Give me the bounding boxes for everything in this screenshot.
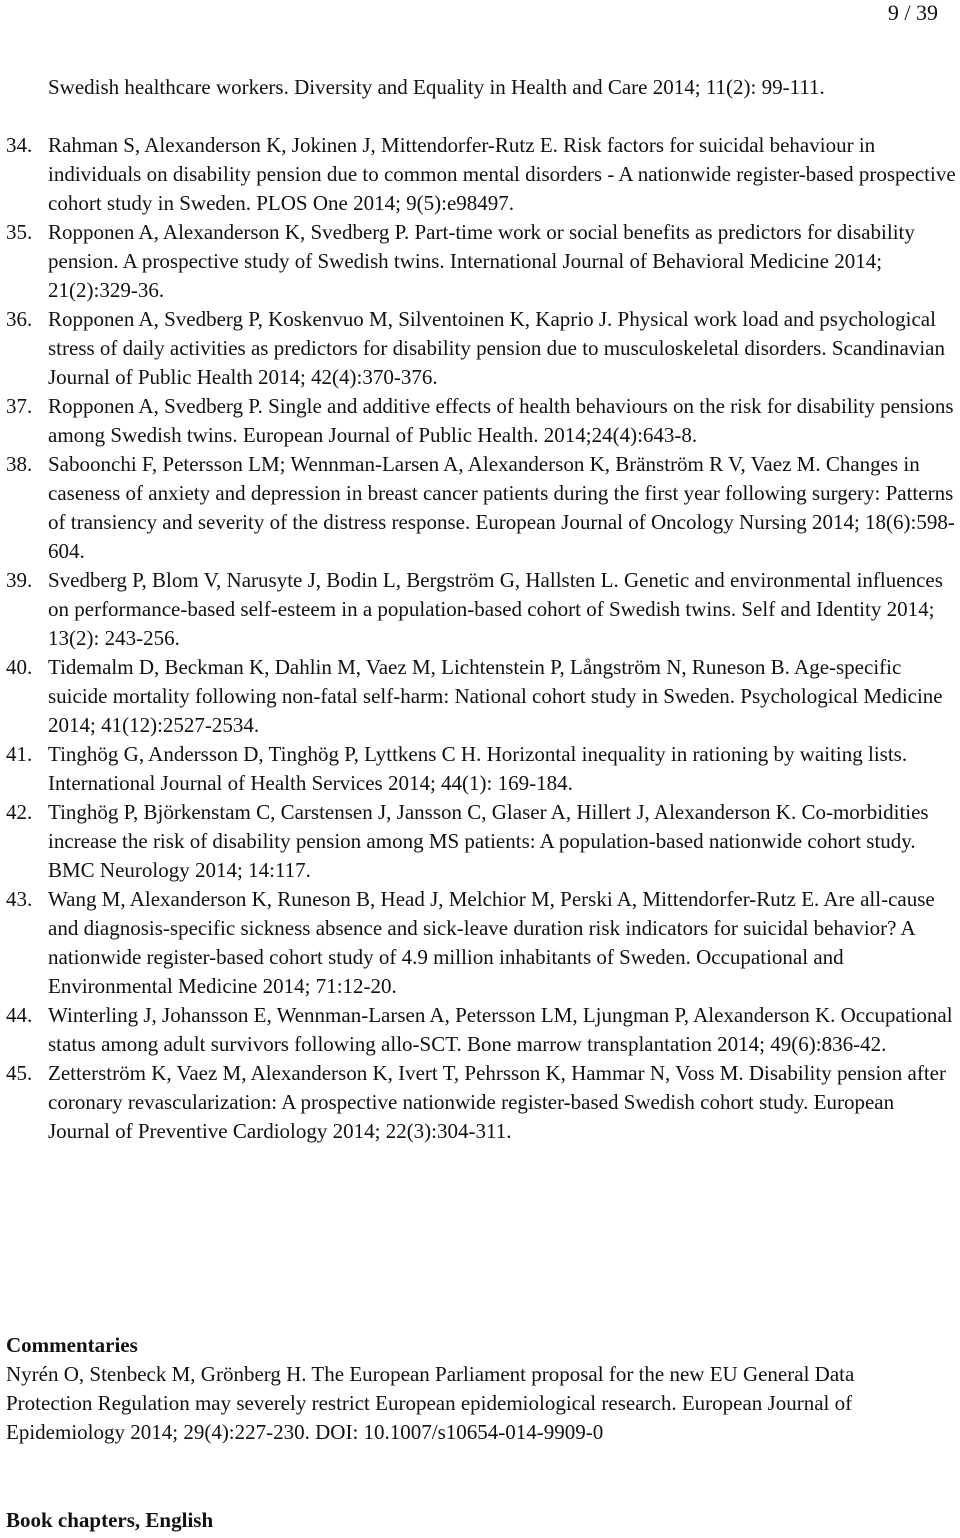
reference-number: 35. [6, 220, 33, 244]
commentaries-heading: Commentaries [6, 1333, 138, 1357]
reference-item [0, 131, 960, 218]
reference-number: 36. [6, 307, 33, 331]
reference-text: Rahman S, Alexanderson K, Jokinen J, Mittendorfer-Rutz E. Risk factors for suicidal behaviour in individuals on disability pension due to common mental disorders - A nationwide register-based prospective cohort study in Sweden. PLOS One 2014; 9(5):e98497. [48, 133, 956, 215]
reference-number: 39. [6, 568, 33, 592]
reference-number: 45. [6, 1061, 33, 1085]
book-chapters-section [6, 1506, 936, 1535]
reference-number: 40. [6, 655, 33, 679]
reference-item [0, 392, 960, 450]
reference-item [0, 566, 960, 653]
commentaries-section [6, 1331, 936, 1447]
reference-text: Saboonchi F, Petersson LM; Wennman-Larsen A, Alexanderson K, Bränström R V, Vaez M. Changes in caseness of anxiety and depression in breast cancer patients during the first year following surgery: Patterns of transiency and severity of the distress response. European Journal of Oncology Nursing 2014; 18(6):598-604. [48, 452, 955, 563]
reference-number: 37. [6, 394, 33, 418]
reference-text: Svedberg P, Blom V, Narusyte J, Bodin L, Bergström G, Hallsten L. Genetic and environmental influences on performance-based self-esteem in a population-based cohort of Swedish twins. Self and Identity 2014; 13(2): 243-256. [48, 568, 943, 650]
reference-number: 34. [6, 133, 33, 157]
reference-item [0, 218, 960, 305]
page-number: 9 / 39 [887, 0, 938, 25]
reference-text: Tidemalm D, Beckman K, Dahlin M, Vaez M, Lichtenstein P, Långström N, Runeson B. Age-specific suicide mortality following non-fatal self-harm: National cohort study in Sweden. Psychological Medicine 2014; 41(12):2527-2534. [48, 655, 943, 737]
reference-item [0, 885, 960, 1001]
reference-item [0, 1001, 960, 1059]
reference-number: 41. [6, 742, 33, 766]
reference-list [0, 131, 960, 1146]
commentaries-text: Nyrén O, Stenbeck M, Grönberg H. The European Parliament proposal for the new EU General Data Protection Regulation may severely restrict European epidemiological research. European Journal of Epidemiology 2014; 29(4):227-230. DOI: 10.1007/s10654-014-9909-0 [6, 1362, 855, 1444]
reference-text: Tinghög P, Björkenstam C, Carstensen J, Jansson C, Glaser A, Hillert J, Alexanderson K. Co-morbidities increase the risk of disability pension among MS patients: A population-based nationwide cohort study. BMC Neurology 2014; 14:117. [48, 800, 929, 882]
reference-text: Ropponen A, Svedberg P, Koskenvuo M, Silventoinen K, Kaprio J. Physical work load and psychological stress of daily activities as predictors for disability pension due to musculoskeletal disorders. Scandinavian Journal of Public Health 2014; 42(4):370-376. [48, 307, 945, 389]
reference-number: 38. [6, 452, 33, 476]
reference-item [0, 798, 960, 885]
reference-number: 44. [6, 1003, 33, 1027]
reference-text: Ropponen A, Alexanderson K, Svedberg P. Part-time work or social benefits as predictors for disability pension. A prospective study of Swedish twins. International Journal of Behavioral Medicine 2014; 21(2):329-36. [48, 220, 915, 302]
reference-text: Tinghög G, Andersson D, Tinghög P, Lyttkens C H. Horizontal inequality in rationing by waiting lists. International Journal of Health Services 2014; 44(1): 169-184. [48, 742, 908, 795]
reference-text: Wang M, Alexanderson K, Runeson B, Head J, Melchior M, Perski A, Mittendorfer-Rutz E. Are all-cause and diagnosis-specific sickness absence and sick-leave duration risk indicators for suicidal behavior? A nationwide register-based cohort study of 4.9 million inhabitants of Sweden. Occupational and Environmental Medicine 2014; 71:12-20. [48, 887, 935, 998]
continued-reference: Swedish healthcare workers. Diversity and Equality in Health and Care 2014; 11(2): 99-111. [48, 75, 825, 99]
reference-number: 42. [6, 800, 33, 824]
reference-item [0, 653, 960, 740]
reference-item [0, 740, 960, 798]
reference-number: 43. [6, 887, 33, 911]
reference-text: Winterling J, Johansson E, Wennman-Larsen A, Petersson LM, Ljungman P, Alexanderson K. Occupational status among adult survivors following allo-SCT. Bone marrow transplantation 2014; 49(6):836-42. [48, 1003, 953, 1056]
book-chapters-heading: Book chapters, English [6, 1508, 214, 1532]
reference-item [0, 450, 960, 566]
reference-item [0, 1059, 960, 1146]
reference-text: Ropponen A, Svedberg P. Single and additive effects of health behaviours on the risk for disability pensions among Swedish twins. European Journal of Public Health. 2014;24(4):643-8. [48, 394, 954, 447]
reference-item [0, 305, 960, 392]
reference-text: Zetterström K, Vaez M, Alexanderson K, Ivert T, Pehrsson K, Hammar N, Voss M. Disability pension after coronary revascularization: A prospective nationwide register-based Swedish cohort study. European Journal of Preventive Cardiology 2014; 22(3):304-311. [48, 1061, 946, 1143]
